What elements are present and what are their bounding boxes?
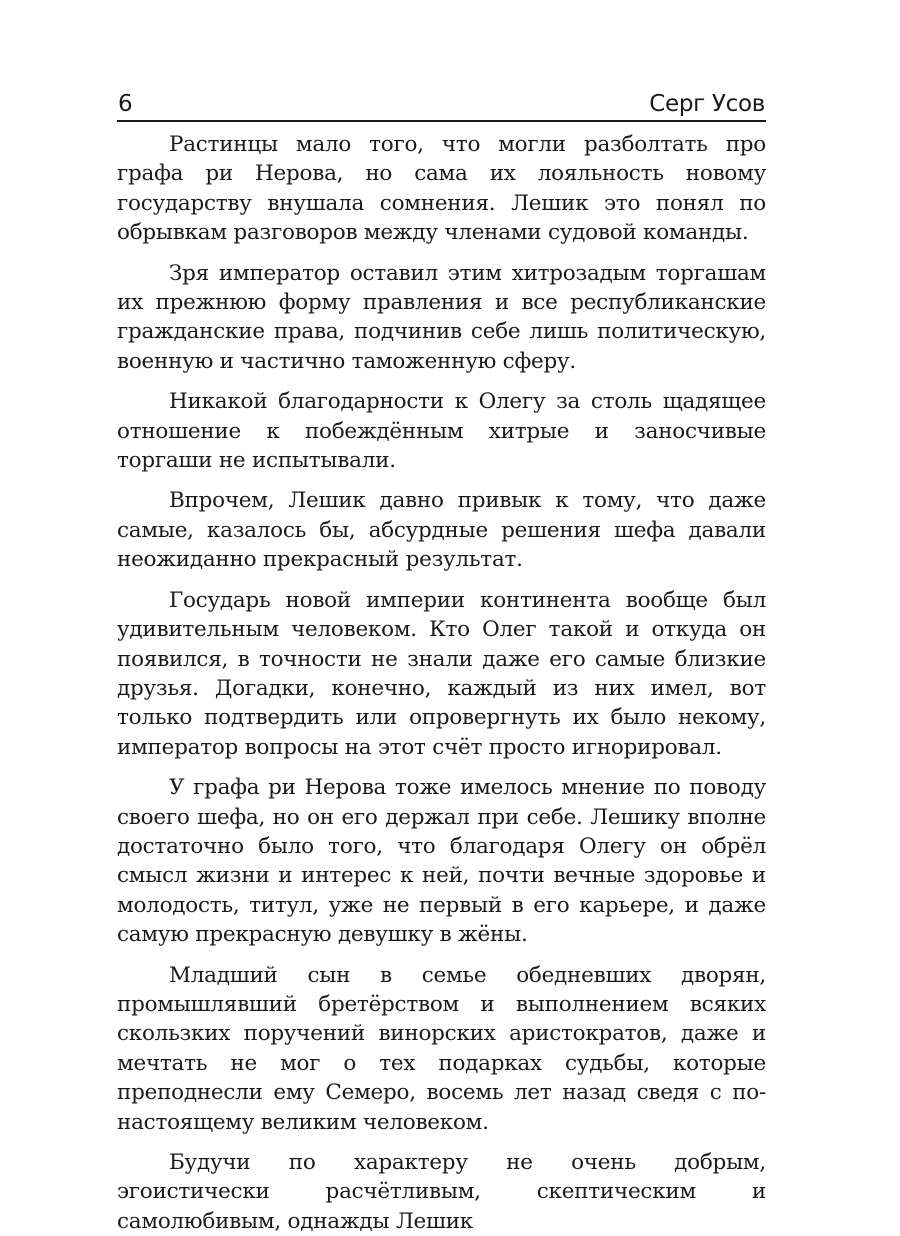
paragraph: Государь новой империи континента вообще был удивительным человеком. Кто Олег такой и откуда он появился, в точности не знали даже его самые близкие друзья. Догадки, конечно, каждый из них имел, вот только подтвердить или опровергнуть их было некому, император вопросы на этот счёт просто игнорировал. — [117, 587, 766, 760]
running-head — [117, 86, 766, 122]
author-name: Серг Усов — [649, 91, 765, 117]
body-text — [117, 130, 766, 1236]
paragraph: Зря император оставил этим хитрозадым торгашам их прежнюю форму правления и все республиканские гражданские права, подчинив себе лишь политическую, военную и частично таможенную сферу. — [117, 260, 766, 374]
paragraph: У графа ри Нерова тоже имелось мнение по поводу своего шефа, но он его держал при себе. Лешику вполне достаточно было того, что благодаря Олегу он обрёл смысл жизни и интерес к ней, почти вечные здоровье и молодость, титул, уже не первый в его карьере, и даже самую прекрасную девушку в жёны. — [117, 775, 766, 948]
page-number: 6 — [118, 91, 133, 117]
paragraph: Младший сын в семье обедневших дворян, промышлявший бретёрством и выполнением всяких скользких поручений винорских аристократов, даже и мечтать не мог о тех подарках судьбы, которые преподнесли ему Семеро, восемь лет назад сведя с по-настоящему великим человеком. — [117, 962, 766, 1135]
book-page — [117, 86, 766, 1236]
paragraph: Будучи по характеру не очень добрым, эгоистически расчётливым, скептическим и самолюбивым, однажды Лешик — [117, 1150, 766, 1234]
paragraph: Растинцы мало того, что могли разболтать про графа ри Нерова, но сама их лояльность новому государству внушала сомнения. Лешик это понял по обрывкам разговоров между членами судовой команды. — [117, 132, 766, 246]
paragraph: Впрочем, Лешик давно привык к тому, что даже самые, казалось бы, абсурдные решения шефа давали неожиданно прекрасный результат. — [117, 488, 766, 573]
paragraph: Никакой благодарности к Олегу за столь щадящее отношение к побеждённым хитрые и заносчивые торгаши не испытывали. — [117, 389, 766, 474]
